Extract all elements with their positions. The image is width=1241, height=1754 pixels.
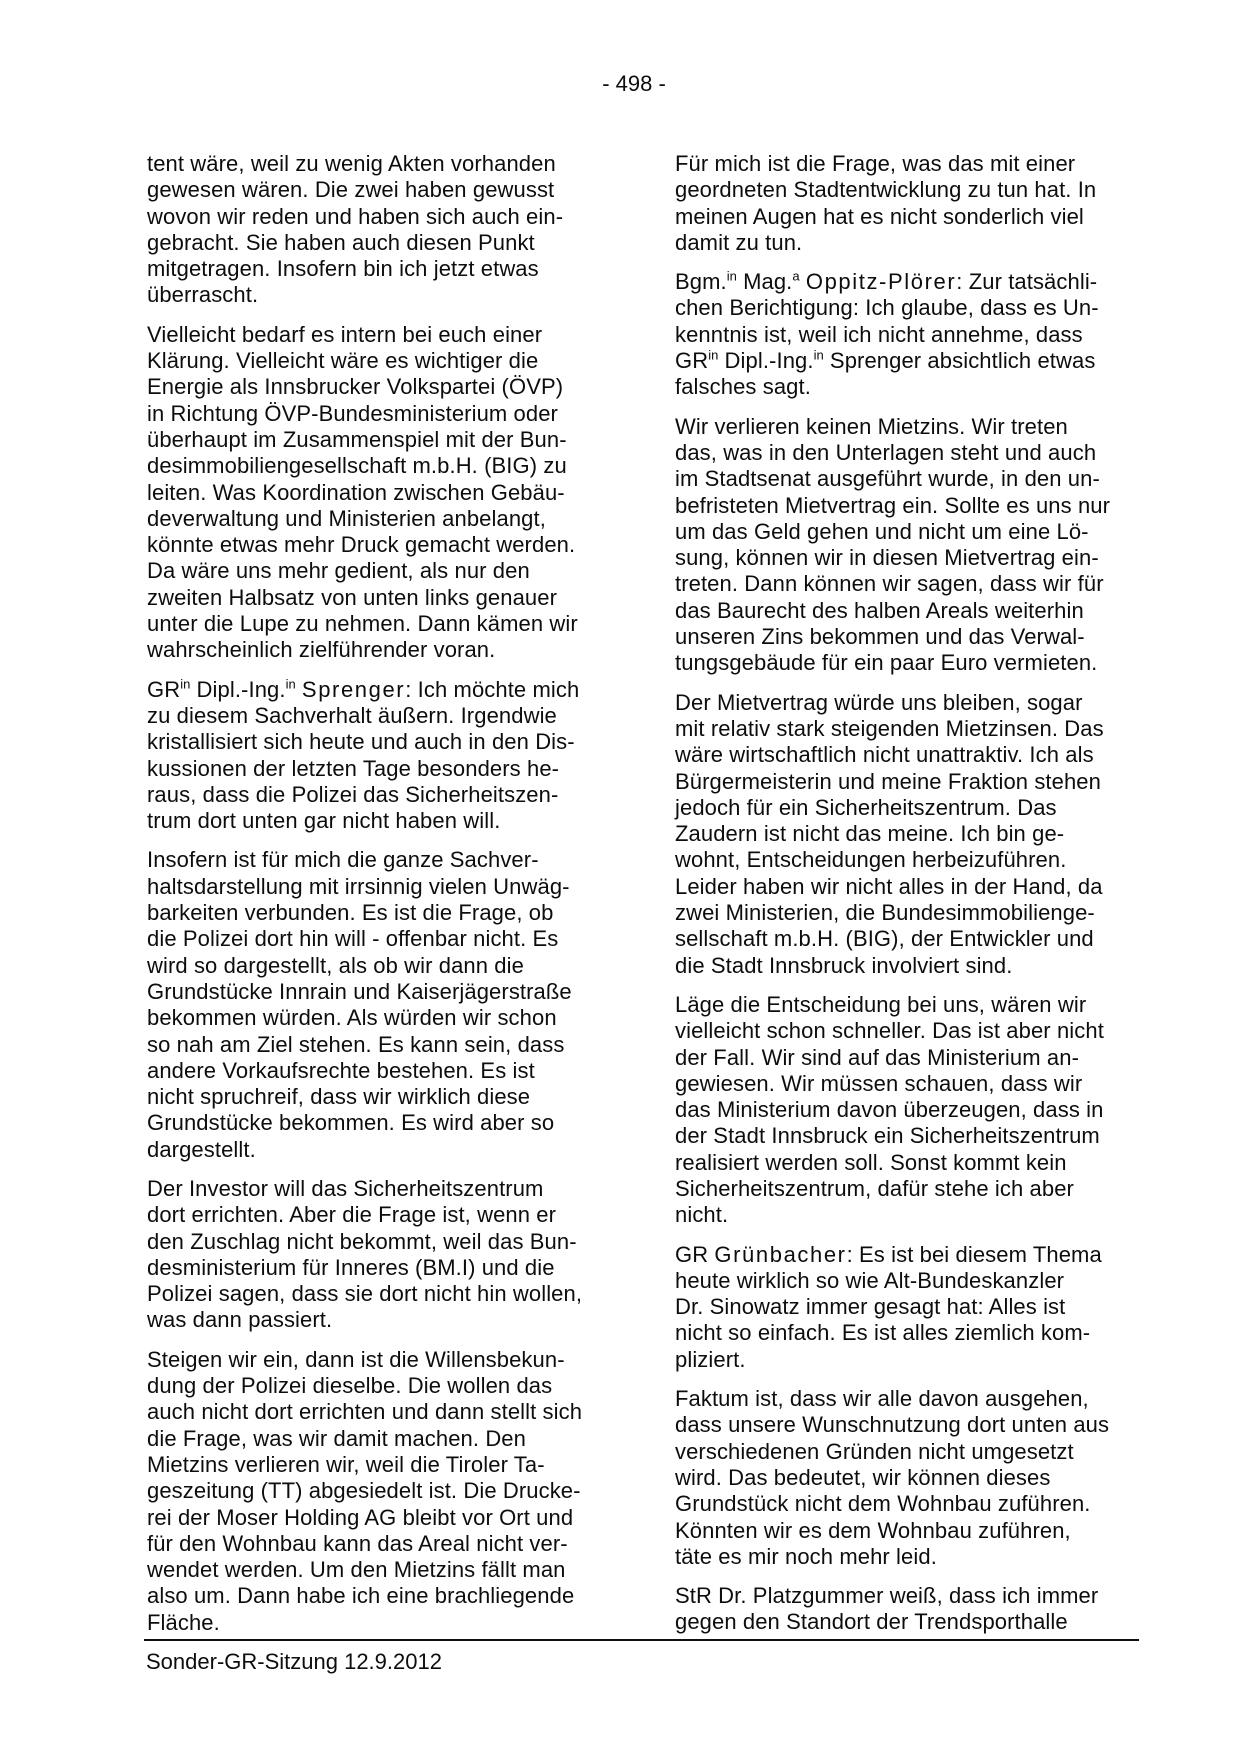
superscript: in (180, 676, 191, 692)
superscript: in (708, 347, 719, 363)
superscript: a (792, 268, 800, 284)
right-column (675, 151, 1141, 1649)
paragraph: Steigen wir ein, dann ist die Willensbekun- dung der Polizei dieselbe. Die wollen das auch nicht dort errichten und dann stellt sich die Frage, was wir damit machen. Den Mietzins verlieren wir, weil die Tiroler Ta- geszeitung (TT) abgesiedelt ist. Die Drucke- rei der Moser Holding AG bleibt vor Ort und für den Wohnbau kann das Areal nicht ver- wendet werden. Um den Mietzins fällt man also um. Dann habe ich eine brachliegende Fläche. (147, 1346, 583, 1635)
paragraph: Wir verlieren keinen Mietzins. Wir treten das, was in den Unterlagen steht und auch im Stadtsenat ausgeführt wurde, in den un- befristeten Mietvertrag ein. Sollte es uns nur um das Geld gehen und nicht um eine Lö- sung, können wir in diesen Mietvertrag ein- treten. Dann können wir sagen, dass wir für das Baurecht des halben Areals weiterhin unseren Zins bekommen und das Verwal- tungsgebäude für ein paar Euro vermieten. (675, 413, 1111, 676)
page-number: - 498 - (602, 71, 666, 96)
superscript: in (813, 347, 824, 363)
speaker-name: Sprenger (301, 676, 406, 702)
superscript: in (726, 268, 737, 284)
paragraph: tent wäre, weil zu wenig Akten vorhanden gewesen wären. Die zwei haben gewusst wovon wir reden und haben sich auch ein- gebracht. Sie haben auch diesen Punkt mitgetragen. Insofern bin ich jetzt etwas überrascht. (147, 151, 564, 308)
speaker-name: Grünbacher (714, 1241, 847, 1267)
paragraph: Insofern ist für mich die ganze Sachver- haltsdarstellung mit irrsinnig vielen Unwäg- barkeiten verbunden. Es ist die Frage, ob die Polizei dort hin will - offenbar nicht. Es wird so dargestellt, als ob wir dann die Grundstücke Innrain und Kaiserjägerstraße bekommen würden. Als würden wir schon so nah am Ziel stehen. Es kann sein, dass andere Vorkaufsrechte bestehen. Es ist nicht spruchreif, dass wir wirklich diese Grundstücke bekommen. Es wird aber so dargestellt. (147, 847, 572, 1162)
paragraph: Läge die Entscheidung bei uns, wären wir vielleicht schon schneller. Das ist aber nicht der Fall. Wir sind auf das Ministerium an- gewiesen. Wir müssen schauen, dass wir das Ministerium davon überzeugen, dass in der Stadt Innsbruck ein Sicherheitszentrum realisiert werden soll. Sonst kommt kein Sicherheitszentrum, dafür stehe ich aber nicht. (675, 991, 1104, 1228)
paragraph: Bgm.$^{in}$ Mag.$^a$ Oppitz-Plörer: Zur tatsächli- chen Berichtigung: Ich glaube, dass es Un- kenntnis ist, weil ich nicht annehme, dass $GR^{in}$ Dipl.-Ing.$^{in}$ Sprenger absichtlich etwas falsches sagt. (675, 268, 1099, 400)
text-columns (147, 151, 1141, 1649)
paragraph: StR Dr. Platzgummer weiß, dass ich immer gegen den Standort der Trendsporthalle (675, 1583, 1099, 1635)
paragraph: $GR^{in}$ Dipl.-Ing.$^{in}$ Sprenger: Ich möchte mich zu diesem Sachverhalt äußern. Irgendwie kristallisiert sich heute und auch in den Dis- kussionen der letzten Tage besonders he- raus, dass die Polizei das Sicherheitszen- trum dort unten gar nicht haben will. (147, 676, 580, 834)
footer-divider (144, 1639, 1139, 1641)
paragraph: GR Grünbacher: Es ist bei diesem Thema heute wirklich so wie Alt-Bundeskanzler Dr. Sinowatz immer gesagt hat: Alles ist nicht so einfach. Es ist alles ziemlich kom- pliziert. (675, 1241, 1102, 1372)
paragraph: Der Investor will das Sicherheitszentrum dort errichten. Aber die Frage ist, wenn er den Zuschlag nicht bekommt, weil das Bun- desministerium für Inneres (BM.I) und die Polizei sagen, dass sie dort nicht hin wollen, was dann passiert. (147, 1175, 583, 1333)
paragraph: Der Mietvertrag würde uns bleiben, sogar mit relativ stark steigenden Mietzinsen. Das wäre wirtschaftlich nicht unattraktiv. Ich als Bürgermeisterin und meine Fraktion stehen jedoch für ein Sicherheitszentrum. Das Zaudern ist nicht das meine. Ich bin ge- wohnt, Entscheidungen herbeizuführen. Leider haben wir nicht alles in der Hand, da zwei Ministerien, die Bundesimmobilienge- sellschaft m.b.H. (BIG), der Entwickler und die Stadt Innsbruck involviert sind. (675, 689, 1104, 978)
paragraph: Für mich ist die Frage, was das mit einer geordneten Stadtentwicklung zu tun hat. In meinen Augen hat es nicht sonderlich viel damit zu tun. (675, 151, 1097, 255)
paragraph: Vielleicht bedarf es intern bei euch einer Klärung. Vielleicht wäre es wichtiger die Energie als Innsbrucker Volkspartei (ÖVP) in Richtung ÖVP-Bundesministerium oder überhaupt im Zusammenspiel mit der Bun- desimmobiliengesellschaft m.b.H. (BIG) zu leiten. Was Koordination zwischen Gebäu- deverwaltung und Ministerien anbelangt, könnte etwas mehr Druck gemacht werden. Da wäre uns mehr gedient, als nur den zweiten Halbsatz von unten links genauer unter die Lupe zu nehmen. Dann kämen wir wahrscheinlich zielführender voran. (147, 321, 578, 663)
paragraph: Faktum ist, dass wir alle davon ausgehen, dass unsere Wunschnutzung dort unten aus verschiedenen Gründen nicht umgesetzt wird. Das bedeutet, wir können dieses Grundstück nicht dem Wohnbau zuführen. Könnten wir es dem Wohnbau zuführen, täte es mir noch mehr leid. (675, 1386, 1110, 1569)
speaker-name: Oppitz-Plörer (805, 269, 957, 295)
superscript: in (285, 676, 296, 692)
footer-session-label: Sonder-GR-Sitzung 12.9.2012 (146, 1649, 442, 1674)
left-column (147, 151, 613, 1649)
